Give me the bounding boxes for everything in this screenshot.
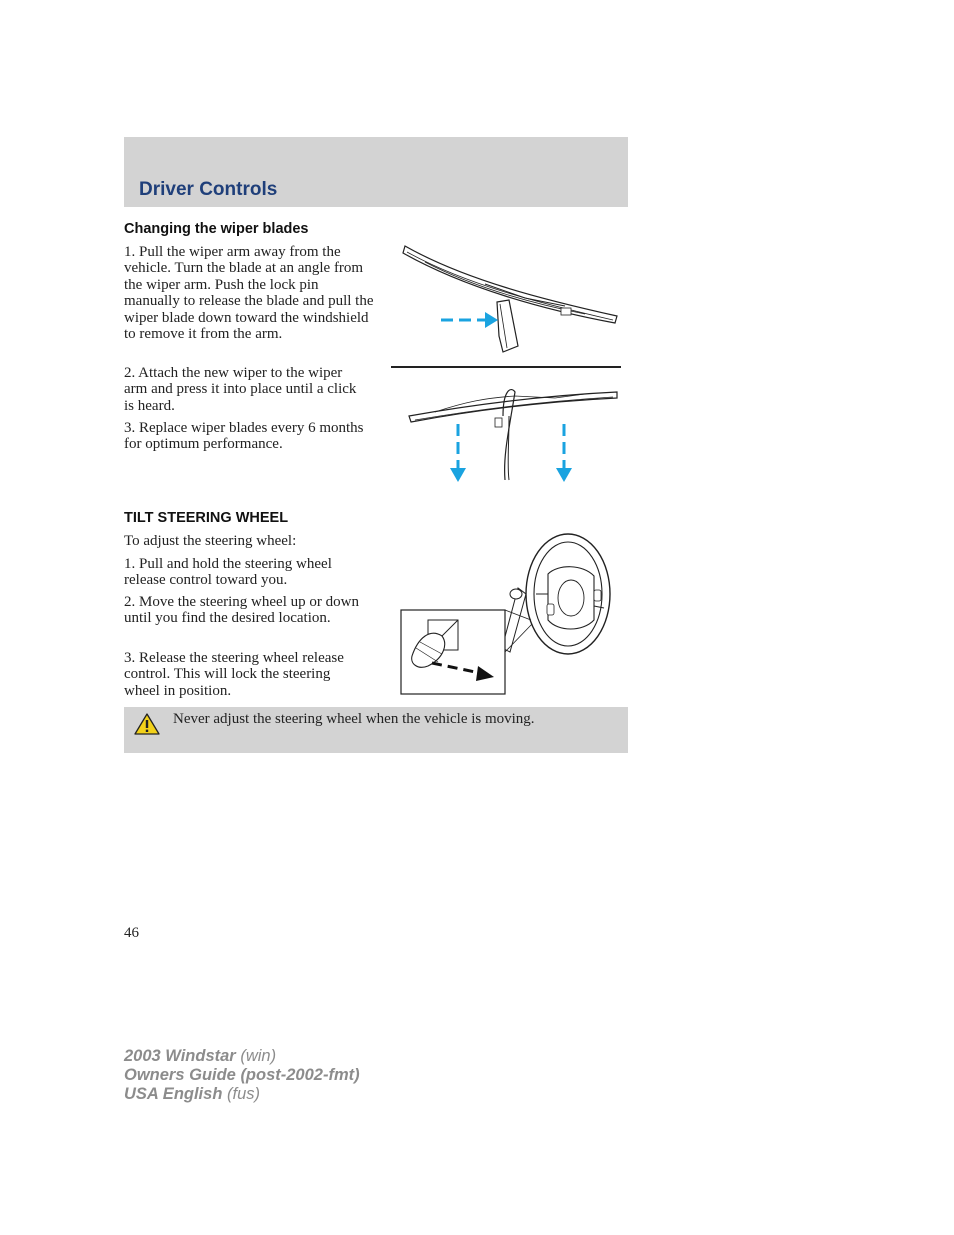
warning-triangle-icon [134,712,160,736]
steering-wheel-illustration [398,528,616,700]
footer-model-code: (win) [240,1047,277,1065]
tilt-step-3: 3. Release the steering wheel release control. This will lock the steering wheel in position. [124,650,344,699]
footer-guide: Owners Guide (post-2002-fmt) [124,1066,360,1084]
footer-language: USA English [124,1085,223,1103]
footer-line-2 [124,1066,360,1085]
warning-box [124,707,628,753]
page-title: Driver Controls [139,179,278,200]
footer-model: 2003 Windstar [124,1047,236,1065]
footer-line-3 [124,1085,360,1104]
tilt-section-heading: TILT STEERING WHEEL [124,510,289,526]
footer-language-code: (fus) [227,1085,260,1103]
tilt-intro: To adjust the steering wheel: [124,533,297,549]
warning-text: Never adjust the steering wheel when the vehicle is moving. [173,711,535,727]
tilt-step-2: 2. Move the steering wheel up or down until you find the desired location. [124,594,359,627]
wiper-step-3: 3. Replace wiper blades every 6 months for optimum performance. [124,420,364,453]
document-footer [124,1047,360,1104]
wiper-step-2: 2. Attach the new wiper to the wiper arm and press it into place until a click is heard. [124,365,357,414]
wiper-section-heading: Changing the wiper blades [124,221,309,237]
tilt-step-1: 1. Pull and hold the steering wheel release control toward you. [124,556,332,589]
wiper-step-1: 1. Pull the wiper arm away from the vehicle. Turn the blade at an angle from the wiper arm. Push the lock pin manually to release the blade and pull the wiper blade down toward the windshield to remove it from the arm. [124,244,374,343]
page-number: 46 [124,925,139,941]
wiper-blade-illustration [385,240,630,485]
section-header-band [124,137,628,207]
footer-line-1 [124,1047,360,1066]
